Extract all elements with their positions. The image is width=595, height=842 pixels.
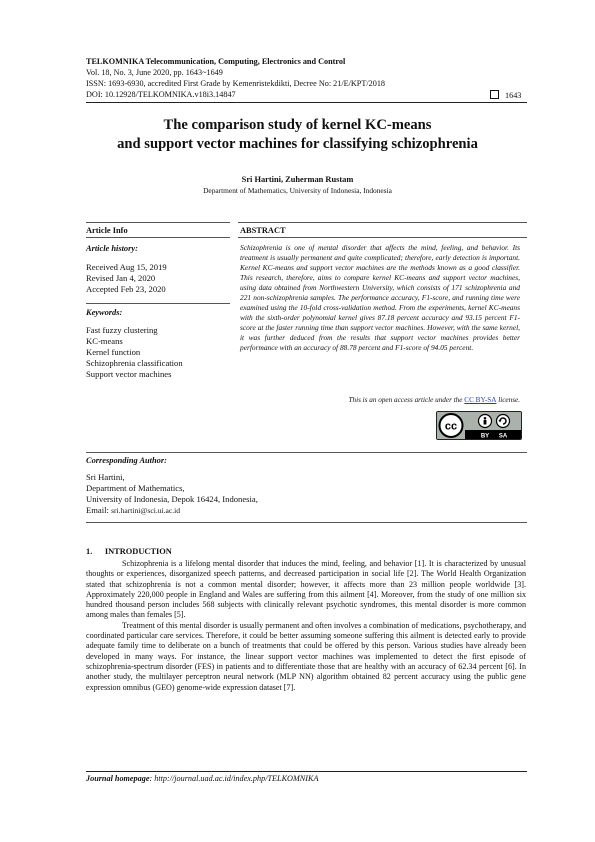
article-info-heading: Article Info: [86, 226, 128, 235]
corresponding-bottom-rule: [86, 522, 527, 523]
page-number-text: 1643: [505, 91, 522, 100]
corresponding-top-rule: [86, 452, 527, 453]
abstract-text: Schizophrenia is one of mental disorder that affects the mind, feeling, and behavior. Its treatment is usually permanent and quite complicated; therefore, early detection is important. Kernel KC-means and support vector machines are the methods known as a good classifier. This research, therefore, aims to compare kernel KC-means and support vector machines, using data obtained from Northwestern University, which consists of 171 schizophrenia and 221 non-schizophrenia samples. The performance accuracy, F1-score, and running time were examined using the 10-fold cross-validation method. From the experiments, kernel KC-means with the sixth-order polynomial kernel gives 87.18 percent accuracy and 93.15 percent F1-score at the faster running time than support vector machines. However, with the same kernel, it was further deduced from the results that support vector machines provides better performance with an accuracy of 88.78 percent and F1-score of 94.05 percent.: [240, 243, 520, 352]
open-access-suffix: license.: [498, 396, 520, 404]
paragraph: Treatment of this mental disorder is usually permanent and often involves a combination of medications, psychotherapy, and coordinated particular care services. Therefore, it could be better assuming someone suffering this ailment is detected early to provide adequate family time to deliberate on a bunch of treatments that could be offered by this person. Various studies have already been developed in many ways. For instance, the linear support vector machines was implemented to detect the first episode of schizophrenia-spectrum disorder (FES) in patients and to differentiate those that are healthy with an accuracy of 62.34 percent [6]. In another study, the multilayer perceptron neural network (MLP NN) algorithm obtained 82 percent accuracy using the public gene expression omnibus (GEO) genome-wide expression dataset [7].: [86, 620, 526, 692]
corresponding-details: [86, 472, 258, 516]
corresponding-university: University of Indonesia, Depok 16424, Indonesia,: [86, 494, 258, 504]
history-revised: Revised Jan 4, 2020: [86, 273, 156, 283]
corresponding-name: Sri Hartini,: [86, 472, 125, 482]
homepage-url[interactable]: : http://journal.uad.ac.id/index.php/TELKOMNIKA: [149, 774, 319, 783]
paragraph: Schizophrenia is a lifelong mental disorder that induces the mind, feeling, and behavior [1]. It is characterized by unusual thoughts or experiences, disorganized speech patterns, and decreased participation in social life [2]. The World Health Organization stated that schizophrenia is not a common mental disorder; however, it affects more than 23 million people worldwide [3]. Approximately 220,000 people in England and Wales are suffering from this ailment [4]. Moreover, from the study of one million six hundred thousand person includes 568 subjects with clinically relevant psychotic syndromes, this mental disorder is more common among males than females [5].: [86, 559, 526, 620]
page-box-icon: [490, 90, 499, 99]
corresponding-department: Department of Mathematics,: [86, 483, 185, 493]
abstract-top-rule: [238, 222, 527, 223]
cc-by-sa-logo[interactable]: [436, 411, 522, 440]
license-link[interactable]: CC BY-SA: [464, 396, 497, 404]
by-text: BY: [480, 433, 490, 439]
email-label: Email:: [86, 505, 109, 515]
keyword-item: Schizophrenia classification: [86, 358, 183, 368]
cc-text: cc: [444, 420, 458, 433]
abstract-heading-rule: [238, 237, 527, 238]
open-access-note: [240, 396, 520, 404]
journal-doi: DOI: 10.12928/TELKOMNIKA.v18i3.14847: [86, 90, 236, 99]
corresponding-email: [86, 505, 258, 516]
keywords-list: [86, 325, 183, 380]
keywords-rule: [86, 303, 230, 304]
article-history-heading: Article history:: [86, 244, 138, 253]
journal-volume: Vol. 18, No. 3, June 2020, pp. 1643~1649: [86, 68, 223, 77]
abstract-heading: ABSTRACT: [240, 226, 286, 235]
homepage-label: Journal homepage: [86, 774, 150, 783]
keyword-item: Kernel function: [86, 347, 141, 357]
corresponding-heading: Corresponding Author:: [86, 456, 167, 465]
section-introduction-heading: 1. INTRODUCTION: [86, 547, 172, 556]
page-number: [490, 90, 521, 101]
paper-title-line-1: The comparison study of kernel KC-means: [163, 117, 432, 133]
affiliation: Department of Mathematics, University of Indonesia, Indonesia: [203, 186, 392, 195]
footer-rule: [86, 771, 527, 772]
introduction-body: [86, 559, 526, 693]
article-info-heading-rule: [86, 237, 230, 238]
keyword-item: Fast fuzzy clustering: [86, 325, 158, 335]
journal-homepage: [86, 774, 318, 783]
keyword-item: KC-means: [86, 336, 123, 346]
article-info-top-rule: [86, 222, 230, 223]
paper-title-line-2: and support vector machines for classifying schizophrenia: [117, 136, 478, 152]
keywords-heading: Keywords:: [86, 308, 123, 317]
journal-issn: ISSN: 1693-6930, accredited First Grade by Kemenristekdikti, Decree No: 21/E/KPT/2018: [86, 79, 386, 88]
email-address[interactable]: sri.hartini@sci.ui.ac.id: [111, 506, 181, 515]
open-access-prefix: This is an open access article under the: [348, 396, 463, 404]
sa-text: SA: [498, 433, 508, 439]
authors: Sri Hartini, Zuherman Rustam: [241, 175, 354, 184]
history-accepted: Accepted Feb 23, 2020: [86, 284, 166, 294]
article-history-list: [86, 262, 167, 295]
journal-name: TELKOMNIKA Telecommunication, Computing, Electronics and Control: [86, 57, 346, 66]
cc-by-sa-icon: [437, 412, 521, 439]
header-rule: [86, 102, 527, 103]
keyword-item: Support vector machines: [86, 369, 172, 379]
history-received: Received Aug 15, 2019: [86, 262, 167, 272]
